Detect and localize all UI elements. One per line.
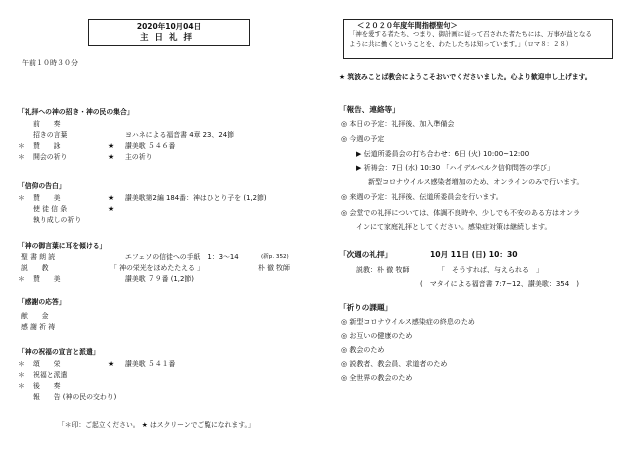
row-mark: ＊ [18,275,25,283]
order-row [18,253,318,263]
screen-star-icon: ★ [108,153,115,161]
service-title-box [88,19,250,46]
row-label: 頌 栄 [33,360,61,368]
row-mark: ＊ [18,153,25,161]
service-date: 2020年10月04日 [136,22,202,31]
row-label: 感 謝 祈 祷 [21,323,56,331]
order-row [18,194,318,204]
row-label: 説 教 [21,264,49,272]
row-mark: ＊ [18,382,25,390]
row-text: ヨハネによる福音書 4章 23、24節 [125,131,234,139]
section-title-invitation: 「礼拝への神の招き・神の民の集合」 [18,108,134,116]
prayer-item: ◎ 説教者、教会員、求道者のため [341,360,448,368]
section-title-blessing: 「神の祝福の宣言と派遣」 [18,348,100,356]
welcome-message: ★ 筑波みことば教会にようこそおいでくださいました。心より歓迎申し上げます。 [339,73,592,81]
order-row [18,393,318,403]
order-row [18,323,318,333]
screen-star-icon: ★ [108,205,115,213]
announcement-next-week: ◎ 来週の予定：礼拝後、伝道所委員会を行います。 [341,193,503,201]
screen-star-icon: ★ [108,360,115,368]
motto-title: ＜２０２０年度年間指標聖句＞ [357,21,458,30]
order-row [18,120,318,130]
row-mark: ＊ [18,194,25,202]
row-label: 使 徒 信 条 [33,205,68,213]
order-row [18,142,318,152]
order-row [18,275,318,285]
announcement-this-week: ◎ 今週の予定 [341,135,385,143]
announcement-prayer-meeting: ▶ 祈祷会：7日 (水) 10:30 「ハイデルベルク信仰問答の学び」 [356,164,554,172]
row-text: 讃美歌 ７９番 (1,2節) [125,275,194,283]
row-label: 賛 美 [33,275,61,283]
page-note: (新p. 352) [261,254,289,260]
row-text: 讃美歌 ５４６番 [125,142,176,150]
motto-line-2: ように共に働くということを、わたしたちは知っています。」（ロマ８：２８） [349,39,573,48]
motto-line-1: 「神を愛する者たち、つまり、御計画に従って召された者たちには、万事が益となる [349,30,592,38]
announcement-committee: ▶ 伝道所委員会の打ち合わせ：6日 (火) 10:00~12:00 [356,150,530,158]
row-label: 賛 美 [33,194,61,202]
section-title-response: 「感謝の応答」 [18,298,66,306]
row-label: 前 奏 [33,120,61,128]
order-row [18,153,318,163]
prayer-item: ◎ お互いの健康のため [341,332,413,340]
announcement-worship-note-2: インにて家庭礼拝としてください。感染症対策は継続します。 [356,223,552,231]
next-week-date: 10月 11日 (日) 10：30 [430,250,518,259]
prayer-item: ◎ 全世界の教会のため [341,374,413,382]
service-time: 午前１０時３０分 [22,59,78,67]
order-row [18,382,318,392]
row-label: 祝福と派遣 [33,371,68,379]
next-week-scripture: ( マタイによる福音書 7:7~12、讃美歌：354 ) [420,280,579,288]
announcement-online-note: 新型コロナウイルス感染者増加のため、オンラインのみで行います。 [368,178,584,186]
row-text: 讃美歌第2編 184番：神はひとり子を (1,2節) [125,194,267,202]
row-label: 開会の祈り [33,153,68,161]
announcements-title: 「報告、連絡等」 [339,105,400,114]
row-label: 報 告 (神の民の交わり) [33,393,117,401]
row-mark: ＊ [18,142,25,150]
row-label: 賛 詠 [33,142,61,150]
order-row [18,205,318,215]
row-mark: ＊ [18,371,25,379]
order-row [18,216,318,226]
sermon-title: 「 神の栄光をほめたたえる 」 [110,264,204,272]
order-row [18,264,318,274]
next-week-preacher: 説教：朴 徹 牧師 [356,266,410,274]
footnote: 「＊印：ご起立ください。 ★ はスクリーンでご覧になれます。」 [58,421,255,429]
order-row [18,131,318,141]
row-mark: ＊ [18,360,25,368]
row-label: 執り成しの祈り [33,216,82,224]
screen-star-icon: ★ [108,194,115,202]
announcement-worship-note-1: ◎ 会堂での礼拝については、体調不良時や、少しでも不安のある方はオンラ [341,209,581,217]
row-text: 讃美歌 ５４１番 [125,360,176,368]
row-label: 招きの言葉 [33,131,68,139]
next-week-title: 「次週の礼拝」 [339,250,393,259]
service-name: 主日礼拝 [139,33,198,44]
prayer-item: ◎ 新型コロナウイルス感染症の終息のため [341,318,475,326]
order-row [18,371,318,381]
announcement-today: ◎ 本日の予定：礼拝後、加入準備会 [341,120,455,128]
annual-motto-box [343,19,613,59]
prayer-title: 「祈りの課題」 [339,303,393,312]
row-text: エフェソの信徒への手紙 1：3～14 [125,253,239,261]
row-label: 聖 書 朗 読 [21,253,56,261]
section-title-confession: 「信仰の告白」 [18,182,66,190]
preacher-name: 朴 徹 牧師 [258,264,290,272]
section-title-word: 「神の御言葉に耳を傾ける」 [18,242,107,250]
prayer-item: ◎ 教会のため [341,346,385,354]
row-label: 後 奏 [33,382,61,390]
order-row [18,360,318,370]
row-text: 主の祈り [125,153,153,161]
order-row [18,312,318,322]
next-week-sermon-title: 「 そうすれば、与えられる 」 [438,266,543,274]
screen-star-icon: ★ [108,142,115,150]
row-label: 献 金 [21,312,49,320]
